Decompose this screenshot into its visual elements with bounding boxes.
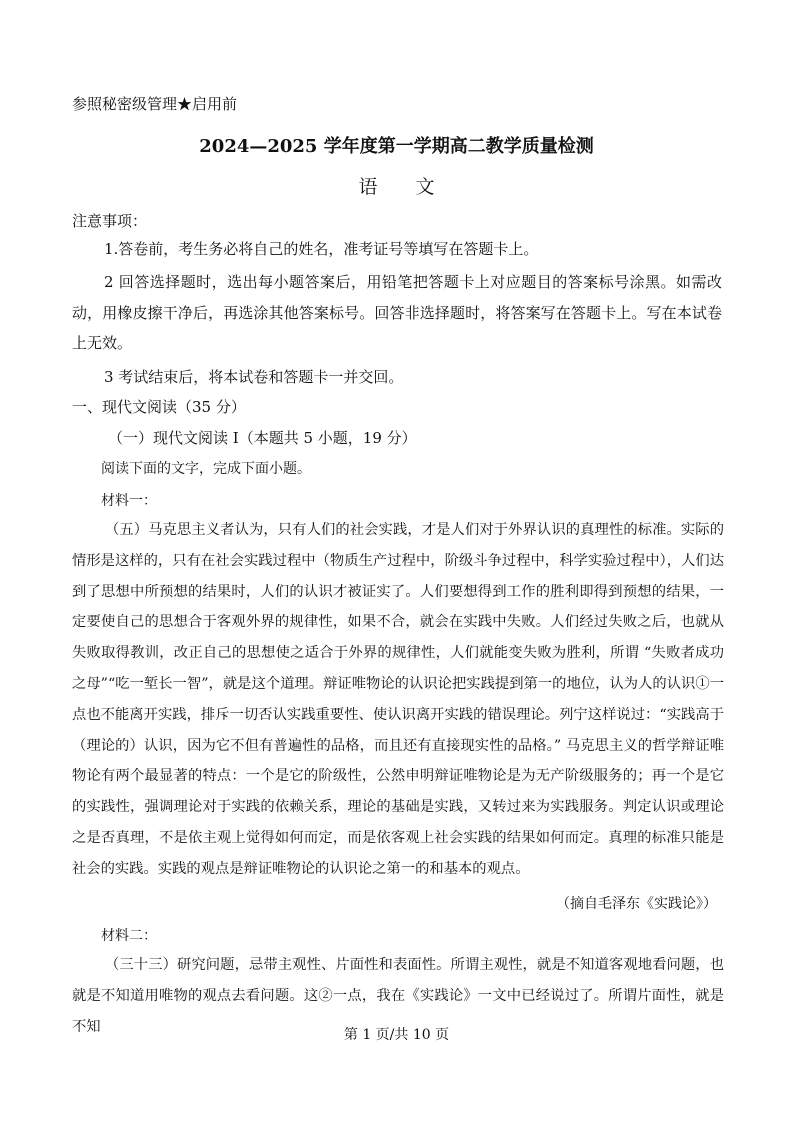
confidential-label: 参照秘密级管理★启用前 — [72, 95, 238, 113]
subject-title: 语 文 — [358, 176, 435, 198]
reading-instruction: 阅读下面的文字，完成下面小题。 — [101, 461, 311, 477]
exam-title: 2024—2025 学年度第一学期高二教学质量检测 — [199, 136, 594, 157]
notice-item-1: 1.答卷前，考生务必将自己的姓名，准考证号等填写在答题卡上。 — [104, 240, 539, 258]
material-1-text: （五）马克思主义者认为，只有人们的社会实践，才是人们对于外界认识的真理性的标准。实际的情形是这样的，只有在社会实践过程中（物质生产过程中，阶级斗争过程中，科学实验过程中），人们达到了思想中所预想的结果时，人们的认识才被证实了。人们要想得到工作的胜利即得到预想的结果，一定要使自己的思想合于客观外界的规律性，如果不合，就会在实践中失败。人们经过失败之后，也就从失败取得教训，改正自己的思想使之适合于外界的规律性，人们就能变失败为胜利，所谓 “失败者成功之母”“吃一堑长一智”，就是这个道理。辩证唯物论的认识论把实践提到第一的地位，认为人的认识①一点也不能离开实践，排斥一切否认实践重要性、使认识离开实践的错误理论。列宁这样说过：“实践高于（理论的）认识，因为它不但有普遍性的品格，而且还有直接现实性的品格。” 马克思主义的哲学辩证唯物论有两个最显著的特点：一个是它的阶级性，公然申明辩证唯物论是为无产阶级服务的；再一个是它的实践性，强调理论对于实践的依赖关系，理论的基础是实践，又转过来为实践服务。判定认识或理论之是否真理，不是依主观上觉得如何而定，而是依客观上社会实践的结果如何而定。真理的标准只能是社会的实践。实践的观点是辩证唯物论的认识论之第一的和基本的观点。 — [72, 522, 724, 877]
material-2-label: 材料二： — [101, 928, 157, 944]
notices-heading: 注意事项： — [72, 212, 148, 230]
page-number: 第 1 页/共 10 页 — [343, 1027, 450, 1043]
notice-item-3: 3 考试结束后，将本试卷和答题卡一并交回。 — [104, 368, 404, 386]
notice-item-2: 2 回答选择题时，选出每小题答案后，用铅笔把答题卡上对应题目的答案标号涂黑。如需改动，用橡皮擦干净后，再选涂其他答案标号。回答非选择题时，将答案写在答题卡上。写在本试卷上无效。 — [72, 273, 722, 352]
subsection-heading: （一）现代文阅读 I（本题共 5 小题，19 分） — [108, 429, 417, 447]
material-1-label: 材料一： — [101, 493, 157, 509]
section-heading: 一、现代文阅读（35 分） — [72, 398, 246, 416]
material-2-text: （三十三）研究问题，忌带主观性、片面性和表面性。所谓主观性，就是不知道客观地看问题，也就是不知道用唯物的观点去看问题。这②一点，我在《实践论》一文中已经说过了。所谓片面性，就是不知 — [72, 957, 724, 1035]
material-1-source: （摘自毛泽东《实践论》） — [556, 896, 717, 912]
